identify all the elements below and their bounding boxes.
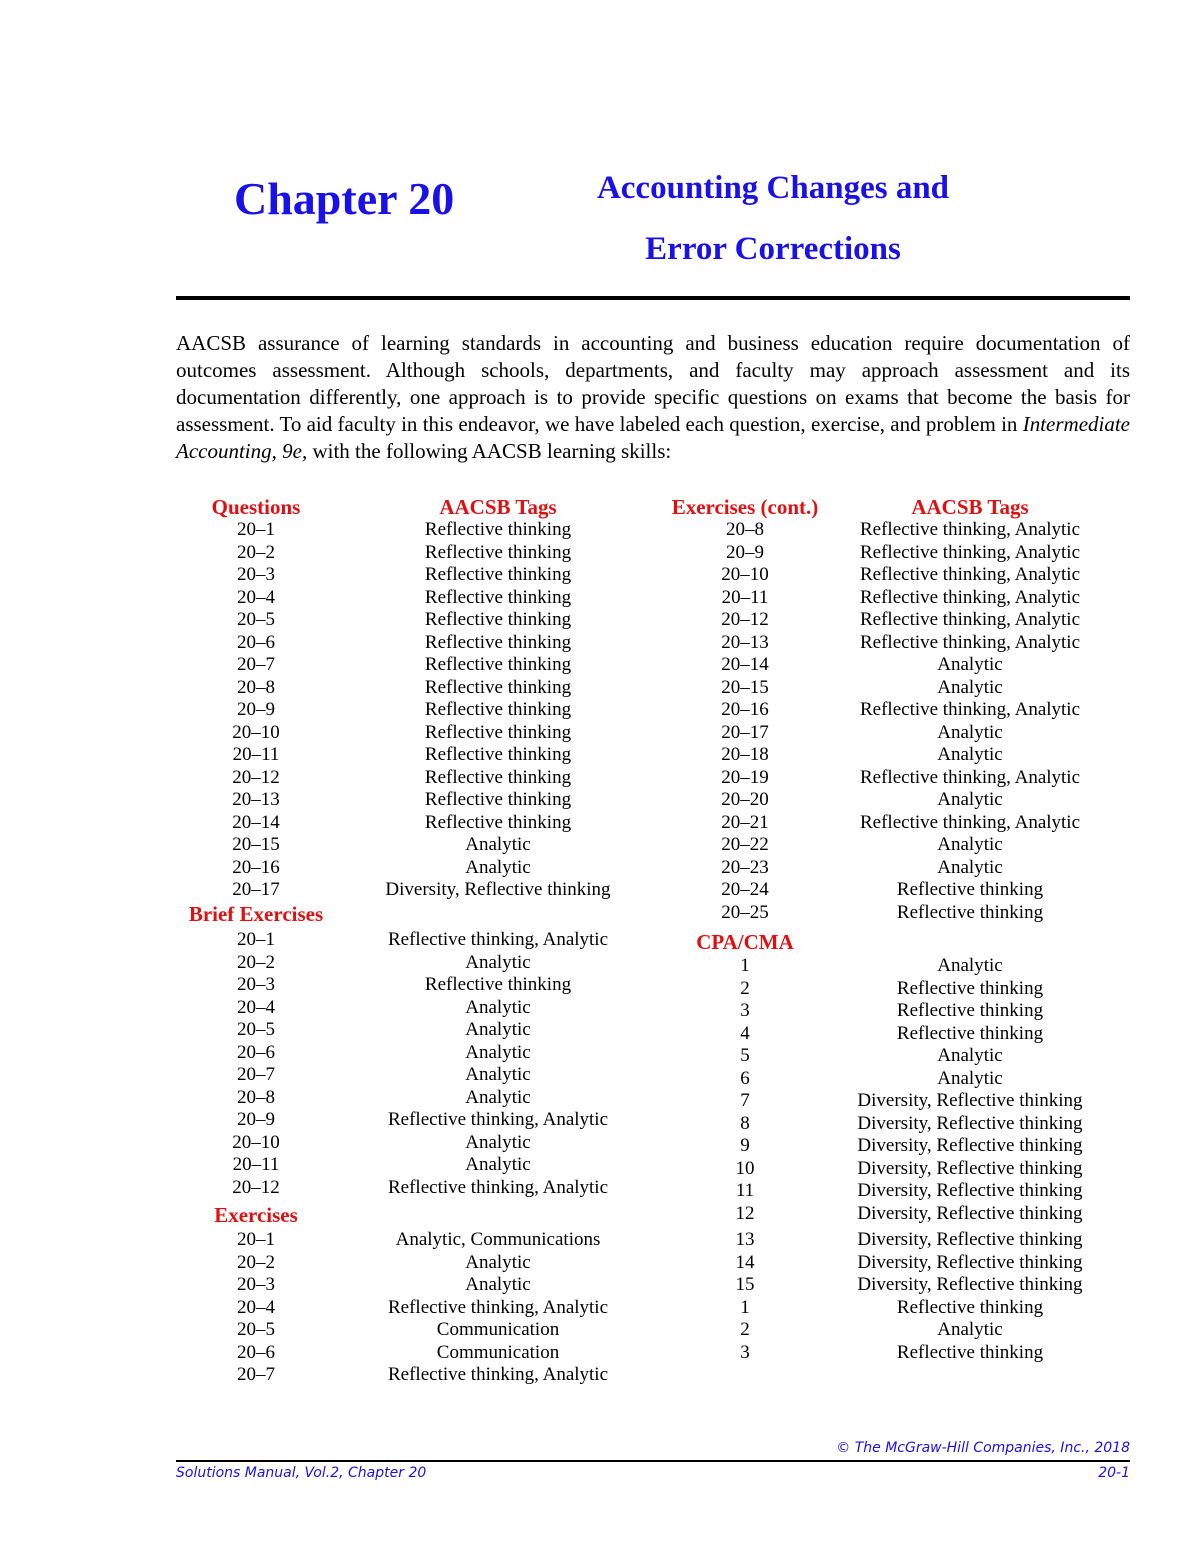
exercise-cont-row-number: 20–13 [721,631,769,653]
cpa-row-number: 11 [735,1180,755,1201]
exercise-cont-row-number: 20–24 [721,879,769,900]
question-row-number: 20–8 [237,676,275,698]
cpa-row-tag: Diversity, Reflective thinking [857,1274,1083,1295]
exercise-cont-row-number: 20–11 [721,586,769,608]
brief-exercise-row-number: 20–1 [237,929,275,950]
brief-exercise-row-number: 20–6 [237,1041,275,1063]
question-row-number: 20–5 [237,609,275,630]
exercise-cont-row-tag: Reflective thinking, Analytic [859,631,1081,653]
intro-text-end: with the following AACSB learning skills: [307,439,672,463]
exercise-row-number: 20–3 [237,1274,275,1295]
exercise-cont-row-number: 20–25 [721,901,769,923]
brief-exercise-row-tag: Reflective thinking, Analytic [387,1109,609,1130]
exercise-cont-row-number: 20–14 [721,654,769,675]
question-row-number: 20–1 [237,519,275,540]
brief-exercise-row-number: 20–4 [237,996,275,1018]
question-row-tag: Reflective thinking [424,564,572,585]
cpa-row-tag: Diversity, Reflective thinking [857,1202,1083,1224]
exercise-row-tag: Communication [436,1341,560,1363]
cpa-row-tag: Diversity, Reflective thinking [857,1112,1083,1134]
question-row-tag: Analytic [465,834,531,855]
exercise-row-number: 20–2 [237,1251,275,1273]
cpa-row-number: 7 [740,1090,750,1111]
cpa-row-tag: Reflective thinking [896,1000,1044,1021]
cpa-row-number: 10 [735,1157,755,1179]
exercise-row-tag: Analytic [465,1251,531,1273]
brief-exercise-row-tag: Analytic [465,951,531,973]
exercise-cont-row-tag: Analytic [937,721,1003,743]
brief-exercise-row-tag: Reflective thinking, Analytic [387,929,609,950]
brief-exercise-row-tag: Analytic [465,1064,531,1085]
cpa-row-tag: Analytic [937,955,1003,976]
brief-exercise-row-tag: Analytic [465,1019,531,1040]
exercise-cont-row-tag: Analytic [937,856,1003,878]
brief-exercise-row-number: 20–3 [237,974,275,995]
exercise-cont-row-tag: Reflective thinking, Analytic [859,699,1081,720]
footer-source: Solutions Manual, Vol.2, Chapter 20 [176,1465,427,1481]
questions-header: Questions [211,495,301,519]
cpa-row-number: 6 [740,1067,750,1089]
question-row-tag: Reflective thinking [424,654,572,675]
question-row-number: 20–17 [232,879,280,900]
question-row-number: 20–4 [237,586,275,608]
question-row-number: 20–3 [237,564,275,585]
page-number: 20-1 [1098,1465,1130,1481]
question-row-tag: Reflective thinking [424,766,572,788]
cpa-row-number: 2 [740,1319,750,1340]
cpa-row-tag: Diversity, Reflective thinking [857,1157,1083,1179]
question-row-number: 20–11 [232,744,280,765]
exercise-cont-row-tag: Reflective thinking, Analytic [859,609,1081,630]
brief-exercise-row-number: 20–12 [232,1176,280,1198]
exercise-row-tag: Analytic [465,1274,531,1295]
question-row-tag: Reflective thinking [424,609,572,630]
question-row-tag: Diversity, Reflective thinking [385,879,611,900]
exercise-cont-row-tag: Analytic [937,834,1003,855]
exercise-cont-row-tag: Analytic [937,654,1003,675]
cpa-row-tag: Diversity, Reflective thinking [857,1251,1083,1273]
question-row-tag: Reflective thinking [424,699,572,720]
book-title: Intermediate Accounting, 9e, [176,412,1130,463]
exercise-cont-row-number: 20–18 [721,744,769,765]
exercise-cont-row-number: 20–8 [726,519,764,540]
exercise-row-tag: Reflective thinking, Analytic [387,1296,609,1318]
exercise-cont-row-number: 20–21 [721,811,769,833]
cpa-row-number: 12 [735,1202,755,1224]
question-row-tag: Reflective thinking [424,586,572,608]
exercise-cont-row-number: 20–12 [721,609,769,630]
chapter-title-line2: Error Corrections [645,231,901,267]
question-row-number: 20–6 [237,631,275,653]
cpa-row-number: 1 [740,1296,750,1318]
cpa-row-tag: Reflective thinking [896,977,1044,999]
brief-exercise-row-number: 20–11 [232,1154,280,1175]
intro-paragraph [176,330,1130,465]
question-row-number: 20–14 [232,811,280,833]
exercise-cont-row-tag: Analytic [937,789,1003,810]
exercise-cont-row-number: 20–19 [721,766,769,788]
cpa-row-number: 8 [740,1112,750,1134]
exercise-cont-row-number: 20–23 [721,856,769,878]
chapter-title-line1: Accounting Changes and [596,170,950,206]
cpa-row-number: 3 [740,1000,750,1021]
exercise-cont-row-tag: Reflective thinking, Analytic [859,811,1081,833]
exercise-cont-row-number: 20–20 [721,789,769,810]
cpa-row-number: 2 [740,977,750,999]
exercise-cont-row-number: 20–10 [721,564,769,585]
exercise-cont-row-number: 20–9 [726,541,764,563]
brief-exercise-row-number: 20–7 [237,1064,275,1085]
exercise-row-tag: Analytic, Communications [395,1229,601,1250]
cpa-row-tag: Reflective thinking [896,1296,1044,1318]
exercise-row-number: 20–5 [237,1319,275,1340]
brief-exercises-header: Brief Exercises [188,902,324,926]
question-row-tag: Analytic [465,856,531,878]
exercise-row-number: 20–1 [237,1229,275,1250]
brief-exercise-row-number: 20–2 [237,951,275,973]
question-row-tag: Reflective thinking [424,541,572,563]
brief-exercise-row-number: 20–9 [237,1109,275,1130]
cpa-row-tag: Reflective thinking [896,1341,1044,1363]
copyright: © The McGraw-Hill Companies, Inc., 2018 [836,1440,1130,1456]
exercise-cont-row-tag: Reflective thinking, Analytic [859,541,1081,563]
exercises-header: Exercises [214,1203,298,1227]
cpa-row-tag: Reflective thinking [896,1022,1044,1044]
exercise-cont-row-tag: Reflective thinking [896,879,1044,900]
question-row-number: 20–12 [232,766,280,788]
exercise-cont-row-tag: Reflective thinking, Analytic [859,586,1081,608]
question-row-number: 20–2 [237,541,275,563]
cpa-row-tag: Analytic [937,1067,1003,1089]
exercise-row-tag: Communication [436,1319,560,1340]
exercise-cont-row-number: 20–15 [721,676,769,698]
brief-exercise-row-number: 20–5 [237,1019,275,1040]
cpa-row-tag: Diversity, Reflective thinking [857,1180,1083,1201]
cpa-row-tag: Diversity, Reflective thinking [857,1135,1083,1156]
brief-exercise-row-tag: Reflective thinking [424,974,572,995]
question-row-number: 20–16 [232,856,280,878]
exercise-cont-row-number: 20–22 [721,834,769,855]
question-row-number: 20–13 [232,789,280,810]
question-row-tag: Reflective thinking [424,631,572,653]
exercises-cont-header: Exercises (cont.) [671,495,819,519]
cpa-row-number: 13 [735,1229,755,1250]
question-row-number: 20–15 [232,834,280,855]
cpa-cma-header: CPA/CMA [696,930,794,954]
cpa-row-tag: Diversity, Reflective thinking [857,1229,1083,1250]
exercise-cont-row-tag: Analytic [937,744,1003,765]
cpa-row-tag: Analytic [937,1045,1003,1066]
header-rule [176,296,1130,300]
exercise-row-number: 20–6 [237,1341,275,1363]
question-row-number: 20–9 [237,699,275,720]
brief-exercise-row-tag: Analytic [465,1086,531,1108]
aacsb-tags-header-right: AACSB Tags [911,495,1029,519]
cpa-row-number: 3 [740,1341,750,1363]
intro-text: AACSB assurance of learning standards in accounting and business education require documentation of outcomes assessment. Although schools, departments, and faculty may approach assessment and its documentation differently, one approach is to provide specific questions on exams that become the basis for assessment. To aid faculty in this endeavor, we have labeled each question, exercise, and problem in [176,331,1130,436]
cpa-row-number: 4 [740,1022,750,1044]
brief-exercise-row-tag: Analytic [465,1041,531,1063]
exercise-cont-row-tag: Reflective thinking [896,901,1044,923]
question-row-number: 20–10 [232,721,280,743]
footer-rule [176,1460,1130,1462]
brief-exercise-row-tag: Analytic [465,1131,531,1153]
cpa-row-number: 5 [740,1045,750,1066]
cpa-row-number: 15 [735,1274,755,1295]
brief-exercise-row-number: 20–8 [237,1086,275,1108]
exercise-cont-row-tag: Reflective thinking, Analytic [859,564,1081,585]
exercise-cont-row-number: 20–17 [721,721,769,743]
question-row-tag: Reflective thinking [424,519,572,540]
exercise-cont-row-number: 20–16 [721,699,769,720]
exercise-cont-row-tag: Reflective thinking, Analytic [859,519,1081,540]
brief-exercise-row-tag: Reflective thinking, Analytic [387,1176,609,1198]
brief-exercise-row-tag: Analytic [465,1154,531,1175]
question-row-tag: Reflective thinking [424,811,572,833]
question-row-tag: Reflective thinking [424,676,572,698]
brief-exercise-row-number: 20–10 [232,1131,280,1153]
chapter-number: Chapter 20 [234,173,455,224]
brief-exercise-row-tag: Analytic [465,996,531,1018]
cpa-row-number: 1 [740,955,750,976]
exercise-cont-row-tag: Reflective thinking, Analytic [859,766,1081,788]
exercise-row-tag: Reflective thinking, Analytic [387,1364,609,1385]
question-row-number: 20–7 [237,654,275,675]
cpa-row-tag: Diversity, Reflective thinking [857,1090,1083,1111]
exercise-cont-row-tag: Analytic [937,676,1003,698]
exercise-row-number: 20–7 [237,1364,275,1385]
cpa-row-number: 9 [740,1135,750,1156]
aacsb-tags-header: AACSB Tags [439,495,557,519]
question-row-tag: Reflective thinking [424,744,572,765]
question-row-tag: Reflective thinking [424,789,572,810]
cpa-row-number: 14 [735,1251,755,1273]
question-row-tag: Reflective thinking [424,721,572,743]
cpa-row-tag: Analytic [937,1319,1003,1340]
exercise-row-number: 20–4 [237,1296,275,1318]
